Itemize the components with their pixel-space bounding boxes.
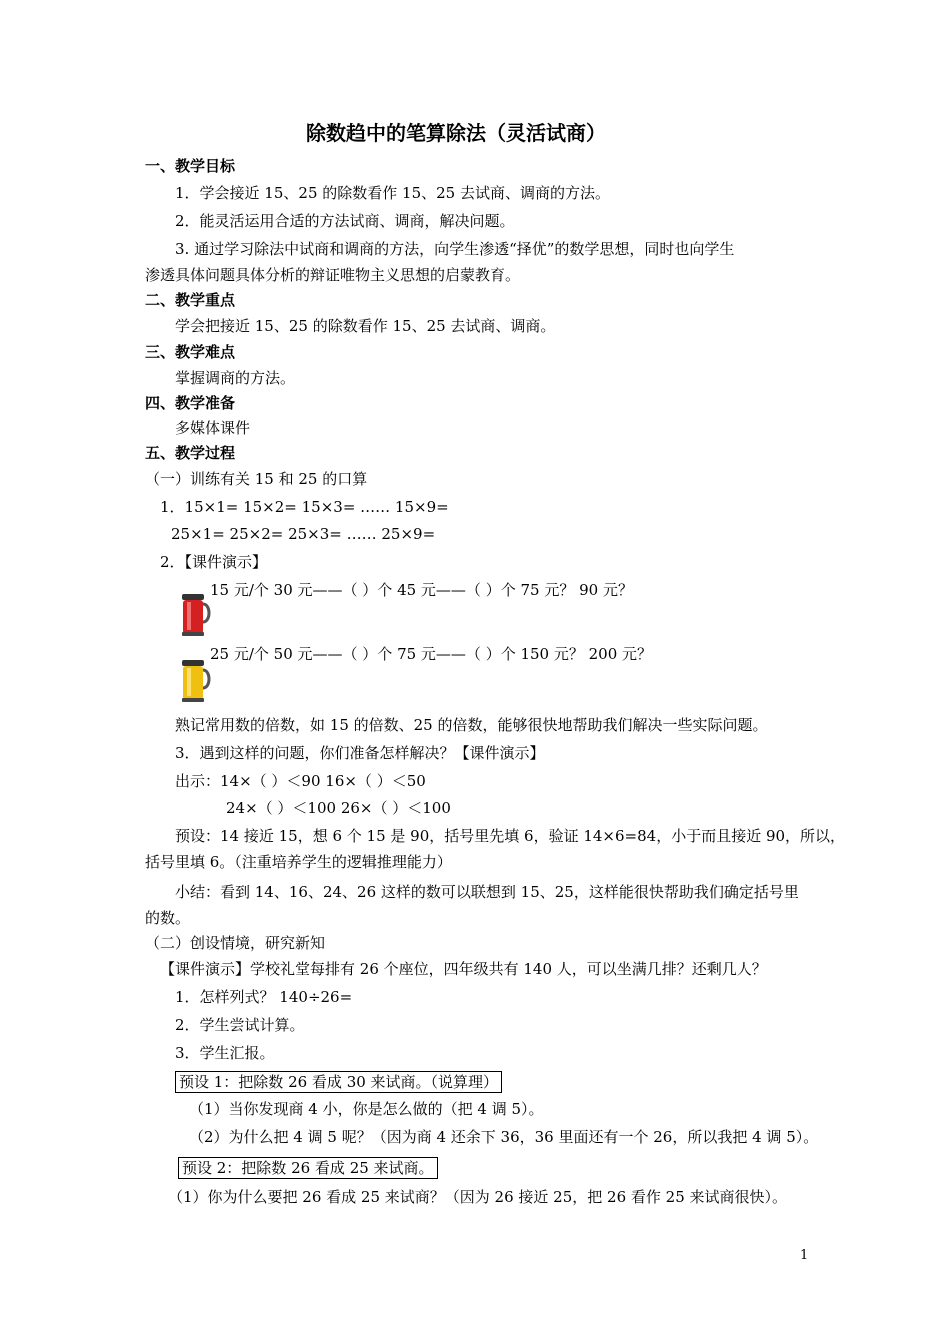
summary-text: 的数。 bbox=[145, 909, 191, 927]
cup1-prices: 15 元/个 30 元——（ ）个 45 元——（ ）个 75 元？ 90 元？ bbox=[210, 581, 633, 599]
reasoning-item: （1）你为什么要把 26 看成 25 来试商？（因为 26 接近 25，把 26 看作 25 来试商很快）。 bbox=[168, 1188, 788, 1206]
calc-line: 1．15×1= 15×2= 15×3= …… 15×9= bbox=[160, 498, 449, 516]
objective-item: 1．学会接近 15、25 的除数看作 15、25 去试商、调商的方法。 bbox=[175, 184, 610, 202]
question-3: 3．遇到这样的问题，你们准备怎样解决？【课件演示】 bbox=[175, 744, 545, 762]
objective-item: 渗透具体问题具体分析的辩证唯物主义思想的启蒙教育。 bbox=[145, 266, 521, 284]
part1-heading: （一）训练有关 15 和 25 的口算 bbox=[145, 470, 368, 488]
heading-difficulties: 三、教学难点 bbox=[145, 343, 236, 361]
key-points-text: 学会把接近 15、25 的除数看作 15、25 去试商、调商。 bbox=[175, 317, 556, 335]
summary-text: 小结：看到 14、16、24、26 这样的数可以联想到 15、25，这样能很快帮助我们确定括号里 bbox=[175, 883, 799, 901]
preset-box-2: 预设 2：把除数 26 看成 25 来试商。 bbox=[178, 1157, 438, 1179]
demo-label: 2．【课件演示】 bbox=[160, 553, 268, 571]
part2-heading: （二）创设情境，研究新知 bbox=[145, 934, 326, 952]
show-line: 出示：14×（ ）＜90 16×（ ）＜50 bbox=[175, 772, 426, 790]
reasoning-item: （1）当你发现商 4 小，你是怎么做的（把 4 调 5）。 bbox=[189, 1100, 544, 1118]
difficulties-text: 掌握调商的方法。 bbox=[175, 369, 296, 387]
demo-problem: 【课件演示】学校礼堂每排有 26 个座位，四年级共有 140 人，可以坐满几排？还剩几人？ bbox=[160, 960, 767, 978]
heading-objectives: 一、教学目标 bbox=[145, 157, 236, 175]
preset-box-1: 预设 1：把除数 26 看成 30 来试商。（说算理） bbox=[175, 1071, 502, 1093]
yellow-cup-icon bbox=[178, 658, 212, 704]
objective-item: 2．能灵活运用合适的方法试商、调商，解决问题。 bbox=[175, 212, 515, 230]
page-title: 除数趋中的笔算除法（灵活试商） bbox=[306, 121, 606, 145]
cup2-prices: 25 元/个 50 元——（ ）个 75 元——（ ）个 150 元？ 200 元？ bbox=[210, 645, 653, 663]
preset-text: 括号里填 6。（注重培养学生的逻辑推理能力） bbox=[145, 853, 452, 871]
heading-key-points: 二、教学重点 bbox=[145, 291, 236, 309]
heading-process: 五、教学过程 bbox=[145, 444, 236, 462]
objective-item: 3. 通过学习除法中试商和调商的方法，向学生渗透“择优”的数学思想，同时也向学生 bbox=[175, 240, 735, 258]
red-cup-icon bbox=[178, 592, 212, 638]
preset-text: 预设：14 接近 15，想 6 个 15 是 90，括号里先填 6，验证 14×6=84，小于而且接近 90，所以， bbox=[175, 827, 846, 845]
show-line: 24×（ ）＜100 26×（ ）＜100 bbox=[226, 799, 451, 817]
step-item: 3．学生汇报。 bbox=[175, 1044, 275, 1062]
reasoning-item: （2）为什么把 4 调 5 呢？（因为商 4 还余下 36，36 里面还有一个 26，所以我把 4 调 5）。 bbox=[189, 1128, 819, 1146]
page-number: 1 bbox=[800, 1248, 809, 1263]
preparation-text: 多媒体课件 bbox=[175, 419, 251, 437]
heading-preparation: 四、教学准备 bbox=[145, 394, 236, 412]
step-item: 1．怎样列式？ 140÷26= bbox=[175, 988, 353, 1006]
calc-line: 25×1= 25×2= 25×3= …… 25×9= bbox=[171, 525, 436, 543]
remember-text: 熟记常用数的倍数，如 15 的倍数、25 的倍数，能够很快地帮助我们解决一些实际问题。 bbox=[175, 716, 768, 734]
step-item: 2．学生尝试计算。 bbox=[175, 1016, 305, 1034]
